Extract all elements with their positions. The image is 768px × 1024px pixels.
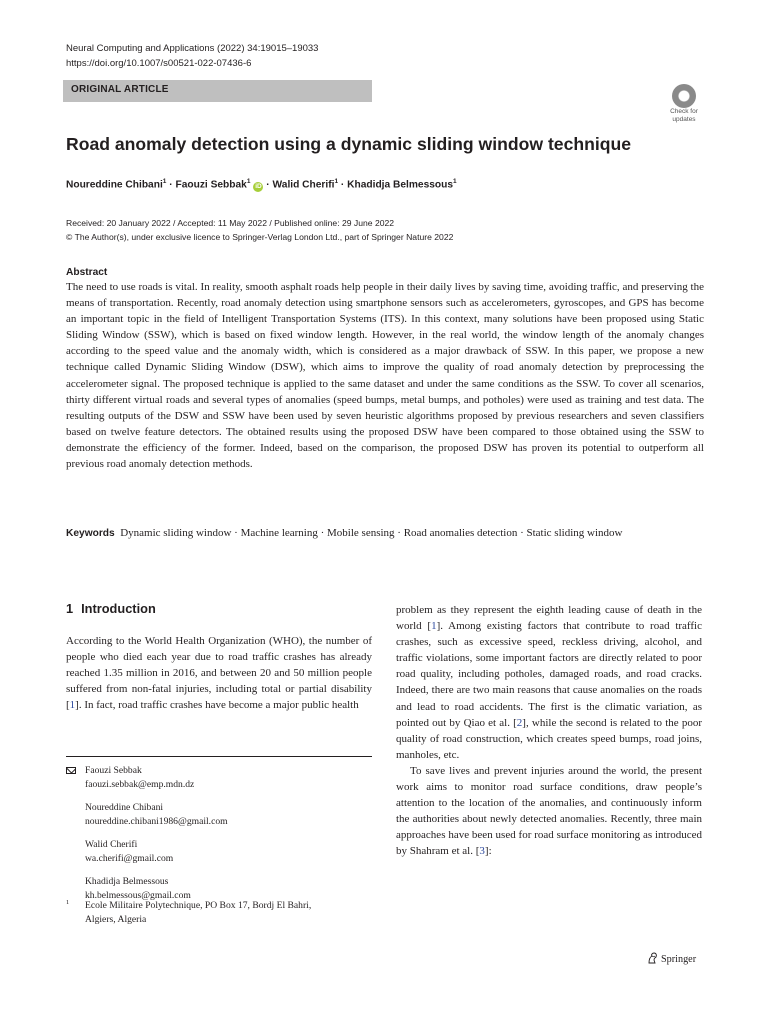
footnote-divider [66, 756, 372, 757]
body-text: To save lives and prevent injuries around the world, the present work aims to monitor road surface conditions, draw people’s attention to the location of the anomalies, and continuously inform the authorities about newly detected anomalies. Recently, three main approaches have been used for road surface monitoring as introduced by Shahram et al. [ [396, 764, 702, 858]
contact-name: Khadidja Belmessous [85, 876, 169, 887]
keywords-list: Dynamic sliding window · Machine learning · Mobile sensing · Road anomalies detection · Static sliding window [120, 527, 623, 539]
journal-header [66, 41, 318, 71]
author-separator: · [266, 179, 270, 191]
orcid-icon[interactable]: iD [255, 183, 262, 191]
copyright-notice: © The Author(s), under exclusive licence to Springer-Verlag London Ltd., part of Springer Nature 2022 [66, 231, 454, 242]
publication-info [66, 217, 453, 244]
intro-paragraph [396, 763, 702, 860]
contact-email[interactable]: faouzi.sebbak@emp.mdn.dz [85, 779, 195, 790]
check-updates-text-2: updates [672, 115, 696, 123]
author-name[interactable]: Faouzi Sebbak [175, 179, 247, 191]
publisher-name: Springer [661, 954, 697, 965]
body-text: ]: [484, 845, 492, 858]
publisher-logo [647, 952, 696, 965]
check-for-updates-badge[interactable] [665, 84, 703, 124]
journal-citation: Neural Computing and Applications (2022) 34:19015–19033 [66, 43, 319, 54]
affiliation-line: Ecole Militaire Polytechnique, PO Box 17, Bordj El Bahri, [85, 900, 312, 911]
body-text: ], while the second is related to the poor quality of road construction, which creates speed bumps, road joins, manholes, etc. [396, 716, 702, 761]
contact-entry [66, 764, 372, 792]
body-text: ]. In fact, road traffic crashes have become a major public health [75, 699, 359, 712]
contact-entry [66, 838, 372, 866]
check-updates-text-1: Check for [670, 108, 698, 115]
author-affiliation-mark: 1 [334, 178, 339, 185]
body-text: problem as they represent the eighth leading cause of death in the world [ [396, 604, 702, 633]
author-name[interactable]: Noureddine Chibani [66, 179, 163, 191]
author-name[interactable]: Khadidja Belmessous [347, 179, 454, 191]
article-type-label: ORIGINAL ARTICLE [71, 84, 169, 95]
springer-horse-icon [647, 952, 658, 964]
intro-paragraph [396, 602, 702, 763]
citation-link[interactable]: 1 [431, 620, 437, 633]
intro-paragraph-left [66, 633, 372, 713]
abstract-text: The need to use roads is vital. In reality, smooth asphalt roads help people in their daily lives by saving time, avoiding traffic, and preserving the means of transportation. Recently, road anomaly detection using smartphone sensors such as accelerometers, gyroscopes, and GPS has become an important topic in the field of Intelligent Transportation Systems (ITS). In this context, many solutions have been proposed using Static Sliding Window (SSW), which is based on fixed window length. However, in the real world, the window length of the anomaly changes according to the speed value and the anomaly width, which is considered as a major drawback of SSW. In this paper, we propose a new technique called Dynamic Sliding Window (DSW), which aims to improve the quality of road anomaly detection by preprocessing the accelerometer signal. The proposed technique is applied to the same dataset and under the same conditions as the SSW. To cover all scenarios, thirty different virtual roads and several types of anomalies (speed bumps, metal bumps, and potholes) were used as training and test data. The resulting outputs of the DSW and SSW have been used by seven heuristic algorithms proposed by previous researchers and seven classifiers based on twelve feature detectors. The obtained results using the proposed DSW have been compared to those obtained using the SSW to demonstrate the efficiency of the former. Indeed, based on the comparison, the proposed DSW has proven its potential to outperform all previous road anomaly detection methods. [66, 281, 704, 471]
section-title: Introduction [81, 601, 156, 616]
citation-link[interactable]: 1 [69, 699, 76, 712]
intro-column-right [396, 602, 702, 860]
body-text: ]. Among existing factors that contribute to road traffic crashes, such as excessive speed, reckless driving, alcohol, and traffic violations, some important factors are directly related to poor road quality, including potholes, damaged roads, and road cracks. Indeed, there are two main reasons that cause anomalies on the roads and lead to road accidents. The first is the climatic variation, as pointed out by Qiao et al. [ [396, 620, 702, 729]
contact-name: Walid Cherifi [85, 839, 138, 850]
keywords-label: Keywords [66, 528, 115, 539]
citation-link[interactable]: 3 [479, 845, 485, 858]
contact-entry [66, 801, 372, 829]
check-updates-icon [672, 84, 696, 108]
affiliation [66, 899, 372, 927]
contact-email[interactable]: wa.cherifi@gmail.com [85, 853, 174, 864]
contact-name: Faouzi Sebbak [85, 765, 142, 776]
section-heading [66, 601, 156, 616]
body-text: According to the World Health Organization (WHO), the number of people who died each year due to road traffic crashes has already reached 1.35 million in 2016, and between 20 and 50 million people suffered from non-fatal injuries, including total or partial disability [ [66, 635, 372, 712]
publication-dates: Received: 20 January 2022 / Accepted: 11 May 2022 / Published online: 29 June 2022 [66, 218, 395, 228]
author-contacts [66, 764, 372, 912]
author-affiliation-mark: 1 [162, 178, 167, 185]
envelope-icon [66, 767, 76, 774]
affiliation-number: 1 [66, 899, 70, 906]
author-affiliation-mark: 1 [453, 178, 457, 185]
author-separator: · [340, 179, 345, 191]
section-number: 1 [66, 601, 74, 616]
citation-link[interactable]: 2 [516, 716, 523, 729]
contact-name: Noureddine Chibani [85, 802, 164, 813]
keywords [66, 525, 704, 542]
doi-link[interactable]: https://doi.org/10.1007/s00521-022-07436-6 [66, 58, 252, 69]
author-list [66, 178, 457, 192]
paper-title: Road anomaly detection using a dynamic sliding window technique [66, 134, 632, 154]
contact-email[interactable]: kh.belmessous@gmail.com [85, 890, 191, 901]
contact-email[interactable]: noureddine.chibani1986@gmail.com [85, 816, 228, 827]
author-affiliation-mark: 1 [246, 178, 251, 185]
author-name[interactable]: Walid Cherifi [272, 179, 335, 191]
article-type-banner [63, 80, 372, 102]
abstract-heading: Abstract [66, 267, 108, 278]
affiliation-line: Algiers, Algeria [85, 914, 147, 925]
author-separator: · [169, 179, 173, 191]
